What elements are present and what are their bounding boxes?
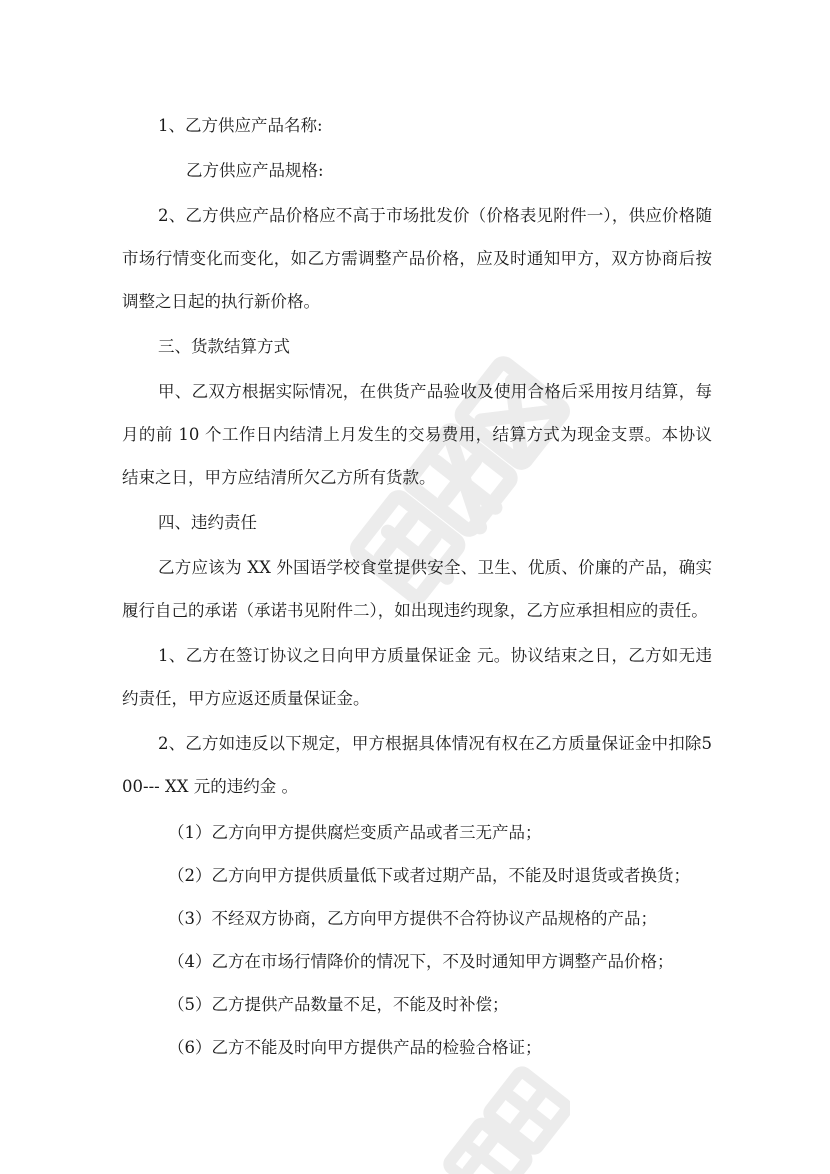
- paragraph-penalty: 2、乙方如违反以下规定，甲方根据具体情况有权在乙方质量保证金中扣除500--- XX 元的违约金 。: [122, 734, 712, 796]
- list-item-6: （6）乙方不能及时向甲方提供产品的检验合格证；: [168, 1038, 542, 1057]
- paragraph-liability: 乙方应该为 XX 外国语学校食堂提供安全、卫生、优质、价廉的产品，确实履行自己的承诺（承诺书见附件二），如出现违约现象，乙方应承担相应的责任。: [122, 558, 712, 620]
- heading-settlement: 三、货款结算方式: [158, 337, 290, 356]
- heading-liability: 四、违约责任: [158, 513, 257, 532]
- list-item-4: （4）乙方在市场行情降价的情况下，不及时通知甲方调整产品价格；: [168, 952, 674, 971]
- document-body: [122, 104, 712, 1069]
- list-item-1: （1）乙方向甲方提供腐烂变质产品或者三无产品；: [168, 823, 542, 842]
- paragraph-settlement: 甲、乙双方根据实际情况，在供货产品验收及使用合格后采用按月结算，每月的前 10 个工作日内结清上月发生的交易费用，结算方式为现金支票。本协议结束之日，甲方应结清所欠乙方所有货款。: [122, 382, 712, 487]
- watermark-logo-partial: [430, 1060, 570, 1174]
- list-item-3: （3）不经双方协商，乙方向甲方提供不合符协议产品规格的产品；: [168, 909, 657, 928]
- paragraph-product-spec: 乙方供应产品规格:: [186, 161, 324, 180]
- paragraph-price-terms: 2、乙方供应产品价格应不高于市场批发价（价格表见附件一），供应价格随市场行情变化而变化，如乙方需调整产品价格，应及时通知甲方，双方协商后按调整之日起的执行新价格。: [122, 206, 712, 311]
- paragraph-product-name: 1、乙方供应产品名称:: [158, 116, 323, 135]
- list-item-2: （2）乙方向甲方提供质量低下或者过期产品，不能及时退货或者换货；: [168, 866, 690, 885]
- paragraph-deposit: 1、乙方在签订协议之日向甲方质量保证金 元。协议结束之日，乙方如无违约责任，甲方应返还质量保证金。: [122, 646, 712, 708]
- list-item-5: （5）乙方提供产品数量不足，不能及时补偿；: [168, 995, 509, 1014]
